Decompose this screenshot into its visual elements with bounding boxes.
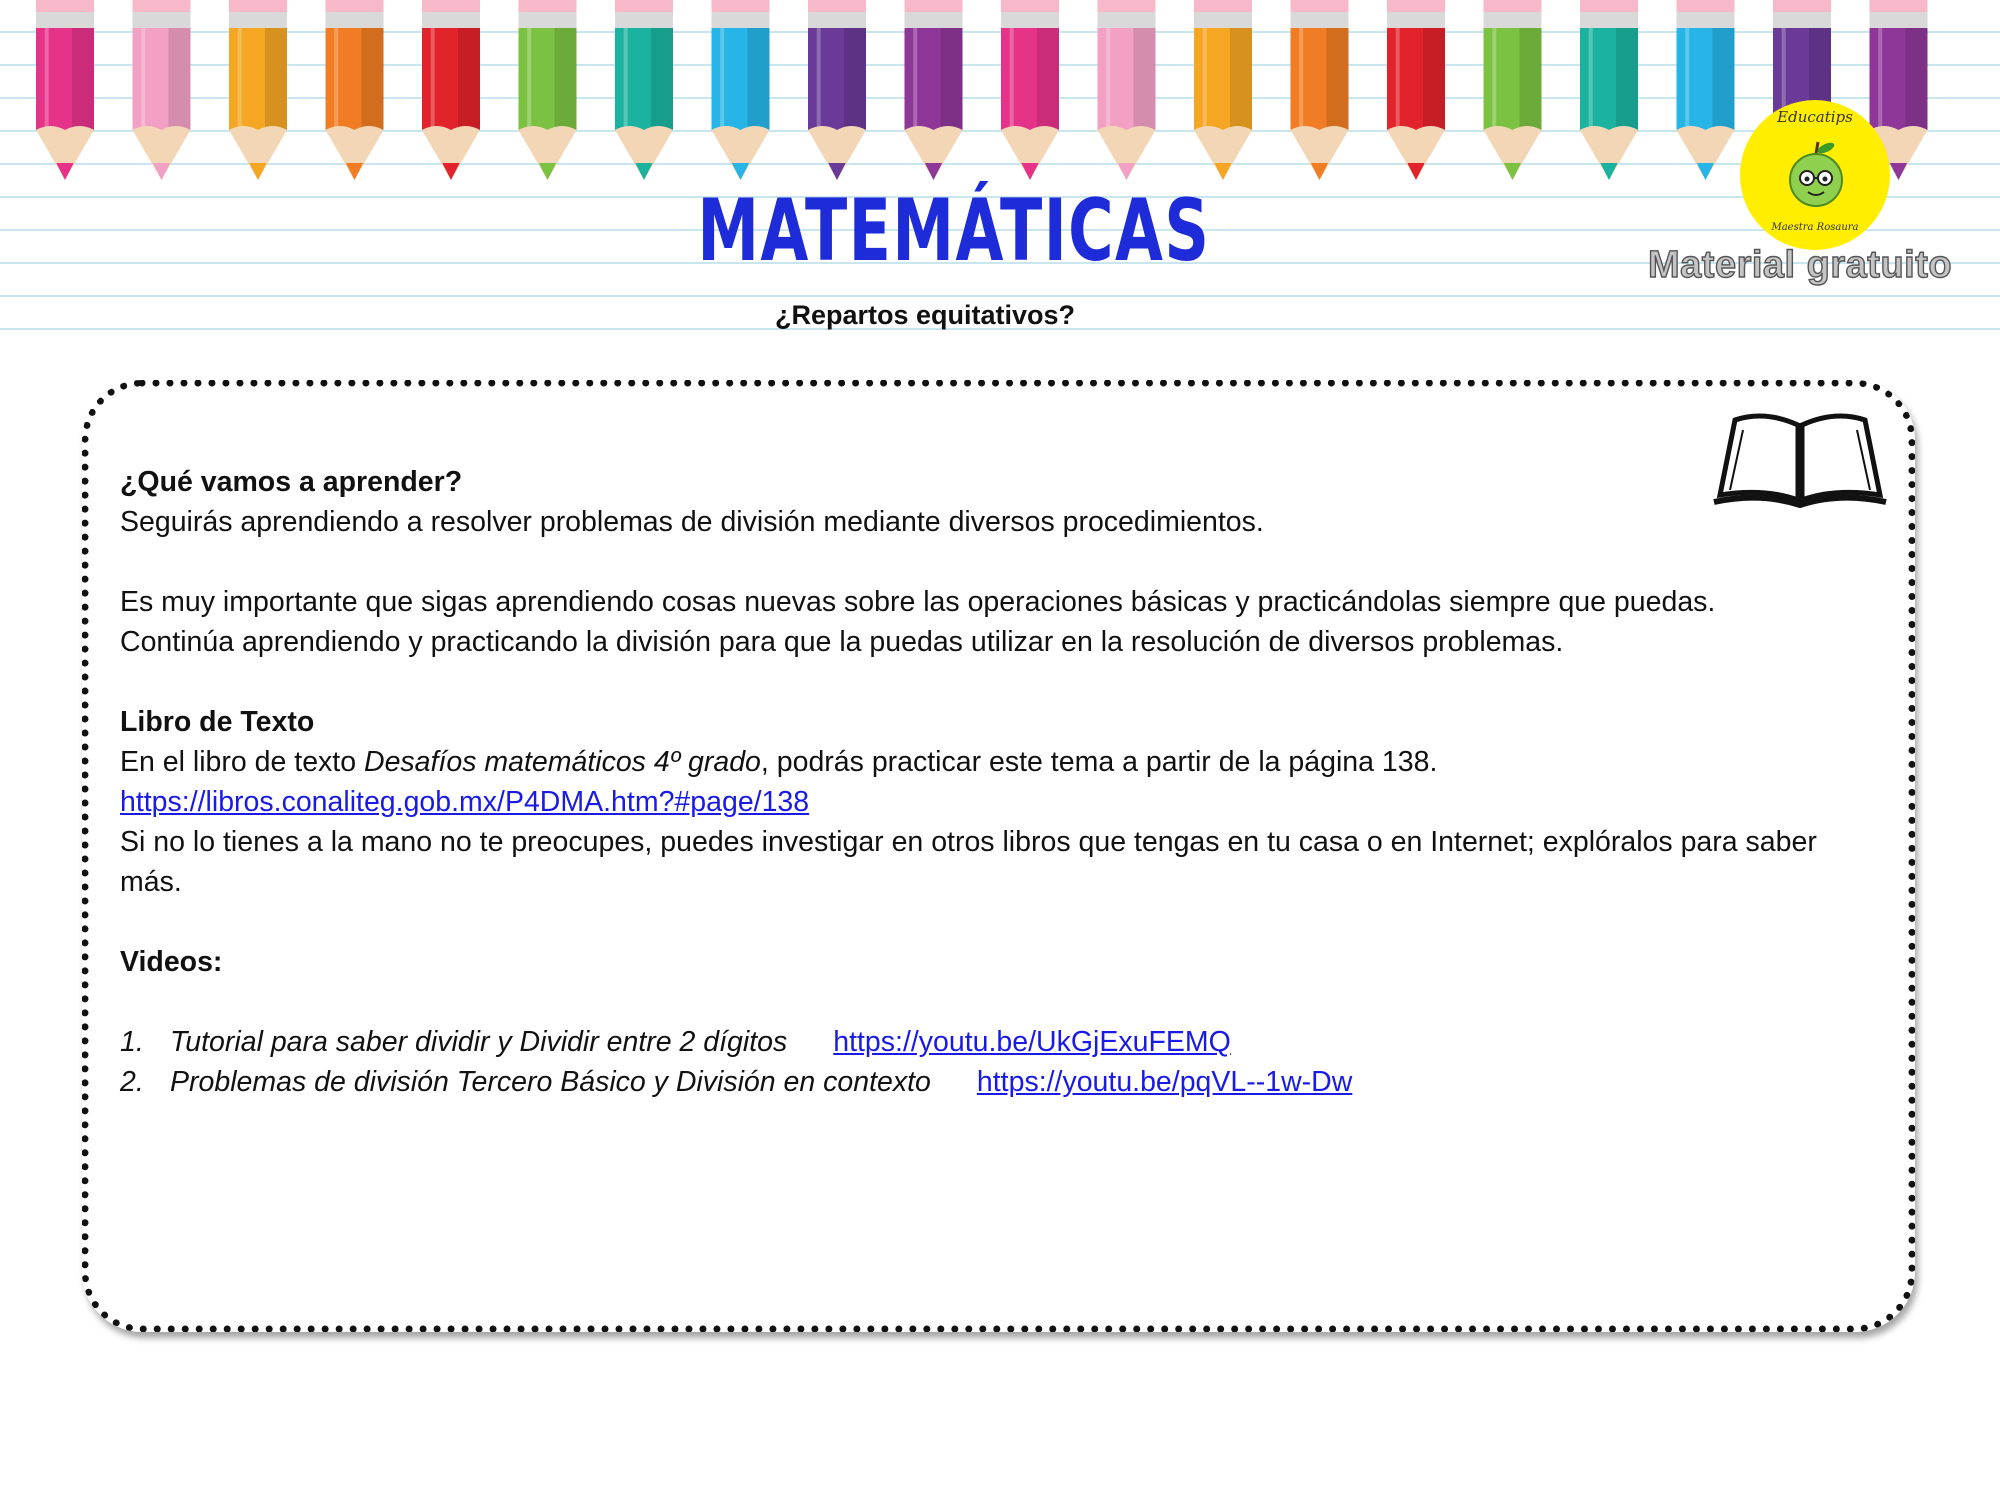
pencil-icon xyxy=(1484,0,1542,180)
pencil-icon xyxy=(1098,0,1156,180)
pencil-icon xyxy=(133,0,191,180)
pencil-icon xyxy=(808,0,866,180)
logo-top-text: Educatips xyxy=(1777,108,1853,126)
video-item xyxy=(120,1062,1880,1102)
apple-mascot-icon xyxy=(1778,138,1854,214)
pencil-icon xyxy=(229,0,287,180)
importance-line-2: Continúa aprendiendo y practicando la división para que la puedas utilizar en la resolución de diversos problemas. xyxy=(120,626,1564,658)
importance-line-1: Es muy importante que sigas aprendiendo cosas nuevas sobre las operaciones básicas y practicándolas siempre que puedas. xyxy=(120,586,1716,618)
pencil-icon xyxy=(1291,0,1349,180)
pencil-icon xyxy=(1580,0,1638,180)
pencil-icon xyxy=(422,0,480,180)
textbook-heading: Libro de Texto xyxy=(120,706,315,738)
video-number: 1. xyxy=(120,1026,144,1058)
page-title xyxy=(260,181,1700,281)
learn-heading: ¿Qué vamos a aprender? xyxy=(120,466,463,498)
videos-heading: Videos: xyxy=(120,946,223,978)
free-material-badge: Material gratuito xyxy=(1648,244,1953,286)
textbook-title: Desafíos matemáticos 4º grado xyxy=(363,746,761,778)
learn-text: Seguirás aprendiendo a resolver problemas de división mediante diversos procedimientos. xyxy=(120,506,1264,538)
pencil-icon xyxy=(905,0,963,180)
textbook-text-after: , podrás practicar este tema a partir de la página 138. xyxy=(760,746,1438,778)
pencil-icon xyxy=(519,0,577,180)
pencil-icon xyxy=(615,0,673,180)
video-item xyxy=(120,1022,1880,1062)
video-link[interactable]: https://youtu.be/pqVL--1w-Dw xyxy=(976,1066,1353,1098)
pencil-icon xyxy=(1001,0,1059,180)
video-number: 2. xyxy=(120,1066,144,1098)
textbook-text-before: En el libro de texto xyxy=(120,746,364,778)
pencil-icon xyxy=(36,0,94,180)
pencil-icon xyxy=(1677,0,1735,180)
lesson-content xyxy=(120,462,1880,1102)
pencil-icon xyxy=(326,0,384,180)
video-title: Problemas de división Tercero Básico y División en contexto xyxy=(170,1066,931,1098)
textbook-link[interactable]: https://libros.conaliteg.gob.mx/P4DMA.htm?#page/138 xyxy=(120,786,810,818)
header-banner xyxy=(0,0,2000,335)
pencil-border xyxy=(0,0,2000,195)
pencil-icon xyxy=(1387,0,1445,180)
pencil-icon xyxy=(712,0,770,180)
textbook-note: Si no lo tienes a la mano no te preocupes, puedes investigar en otros libros que tengas en tu casa o en Internet; explóralos para saber más. xyxy=(120,826,1817,898)
page-subtitle: ¿Repartos equitativos? xyxy=(774,300,1076,330)
educatips-logo xyxy=(1740,100,1890,250)
video-link[interactable]: https://youtu.be/UkGjExuFEMQ xyxy=(833,1026,1231,1058)
video-title: Tutorial para saber dividir y Dividir entre 2 dígitos xyxy=(170,1026,788,1058)
pencil-icon xyxy=(1194,0,1252,180)
textbook-text xyxy=(120,742,1880,782)
page-title-text: MATEMÁTICAS xyxy=(697,181,1211,281)
logo-bottom-text: Maestra Rosaura xyxy=(1771,222,1859,233)
